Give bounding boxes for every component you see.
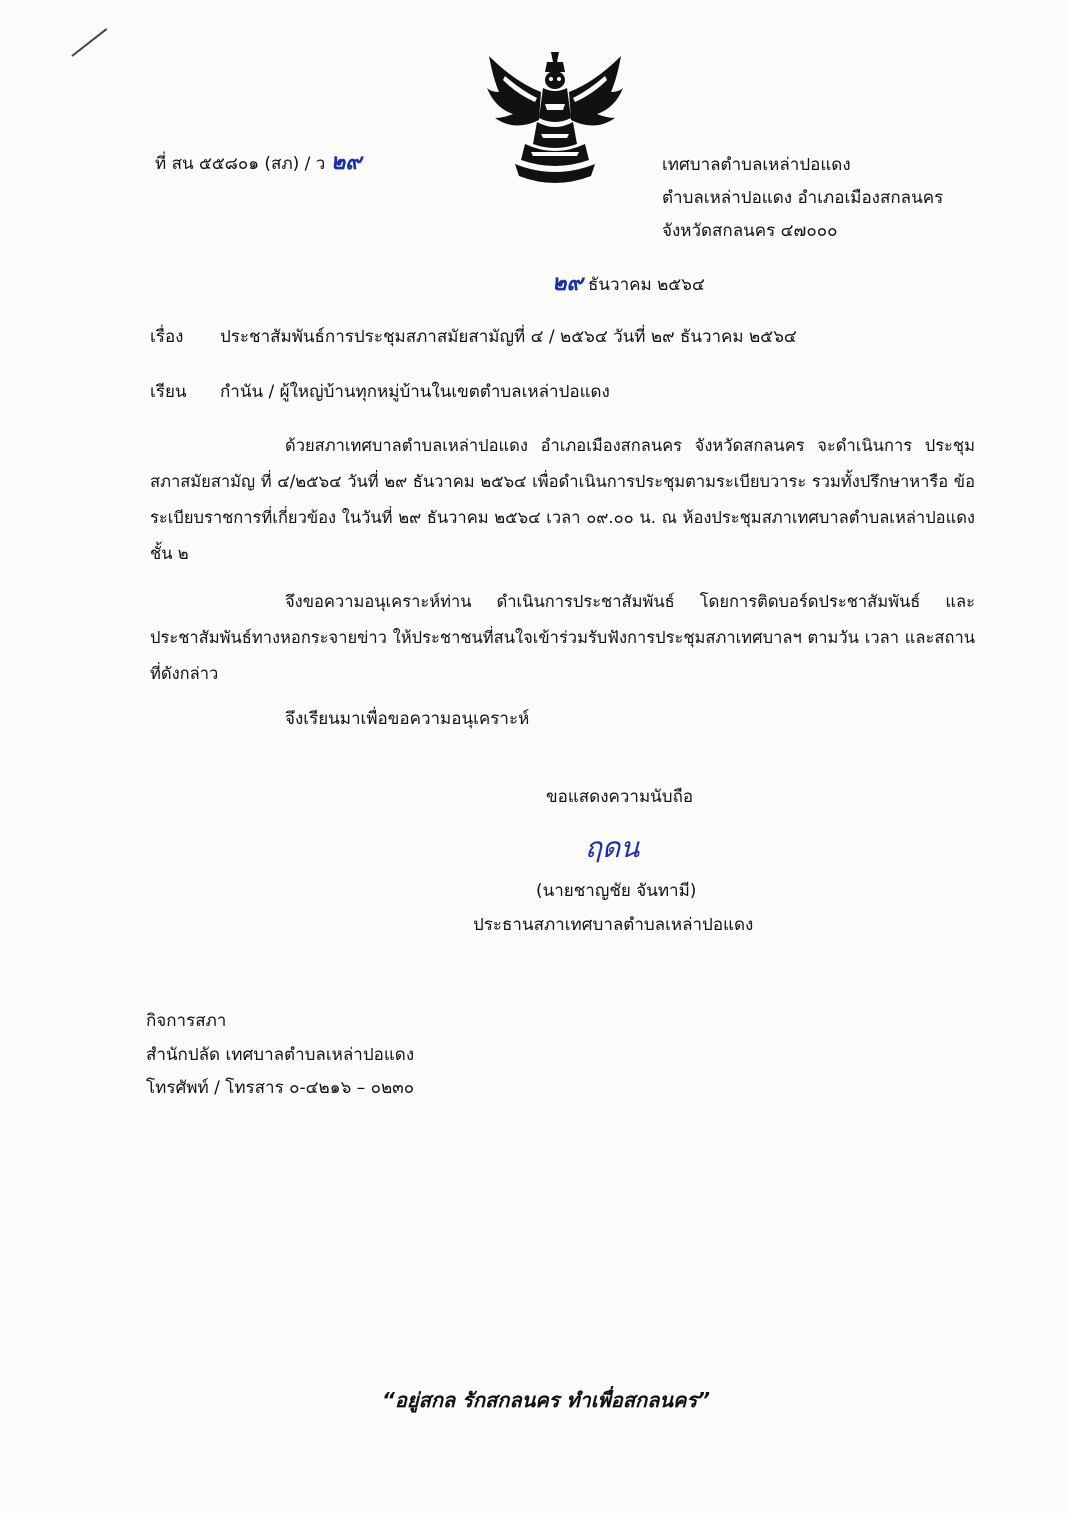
letter-date [552,272,705,296]
contact-phone-fax: โทรศัพท์ / โทรสาร ๐-๔๒๑๖ – ๐๒๓๐ [146,1078,415,1098]
signer-name: (นายชาญชัย จันทามี) [536,881,697,901]
reference-handwritten-number: ๒๙ [330,149,362,175]
signature: ฤดน [585,831,640,864]
recipient-text: กำนัน / ผู้ใหญ่บ้านทุกหมู่บ้านในเขตตำบลเหล่าปอแดง [220,382,610,402]
date-handwritten-day: ๒๙ [552,270,583,296]
date-month-year: ธันวาคม ๒๕๖๔ [588,275,705,295]
garuda-emblem-icon [485,48,625,193]
signer-position: ประธานสภาเทศบาลตำบลเหล่าปอแดง [473,915,754,935]
org-address-line: ตำบลเหล่าปอแดง อำเภอเมืองสกลนคร [662,188,944,208]
org-province-line: จังหวัดสกลนคร ๔๗๐๐๐ [662,221,838,241]
recipient-label: เรียน [150,382,187,402]
org-name: เทศบาลตำบลเหล่าปอแดง [662,155,851,175]
closing-regards: ขอแสดงความนับถือ [546,787,694,807]
body-paragraph-2: จึงขอความอนุเคราะห์ท่าน ดำเนินการประชาสัมพันธ์ โดยการติดบอร์ดประชาสัมพันธ์ และ ประชาสัมพันธ์ทางหอกระจายข่าว ให้ประชาชนที่สนใจเข้าร่วมรับฟังการประชุมสภาเทศบาลฯ ตามวัน เวลา และสถานที่ดังกล่าว [150,592,975,683]
subject-text: ประชาสัมพันธ์การประชุมสภาสมัยสามัญที่ ๔ / ๒๕๖๔ วันที่ ๒๙ ธันวาคม ๒๕๖๔ [220,327,797,347]
office-name: สำนักปลัด เทศบาลตำบลเหล่าปอแดง [146,1045,415,1065]
body-paragraph-1: ด้วยสภาเทศบาลตำบลเหล่าปอแดง อำเภอเมืองสกลนคร จังหวัดสกลนคร จะดำเนินการ ประชุมสภาสมัยสามัญ ที่ ๔/๒๕๖๔ วันที่ ๒๙ ธันวาคม ๒๕๖๔ เพื่อดำเนินการประชุมตามระเบียบวาระ รวมทั้งปรึกษาหารือ ข้อระเบียบราชการที่เกี่ยวข้อง ในวันที่ ๒๙ ธันวาคม ๒๕๖๔ เวลา ๐๙.๐๐ น. ณ ห้องประชุมสภาเทศบาลตำบลเหล่าปอแดง ชั้น ๒ [150,436,975,563]
motto: “อยู่สกล รักสกลนคร ทำเพื่อสกลนคร” [382,1388,711,1412]
reference-prefix: ที่ สน ๕๕๘๐๑ (สภ) / ว [155,154,326,174]
pen-stroke-mark [71,28,107,57]
body-paragraph-3: จึงเรียนมาเพื่อขอความอนุเคราะห์ [285,709,530,729]
department-name: กิจการสภา [146,1011,227,1031]
subject-label: เรื่อง [150,327,184,347]
reference-number [155,151,361,175]
